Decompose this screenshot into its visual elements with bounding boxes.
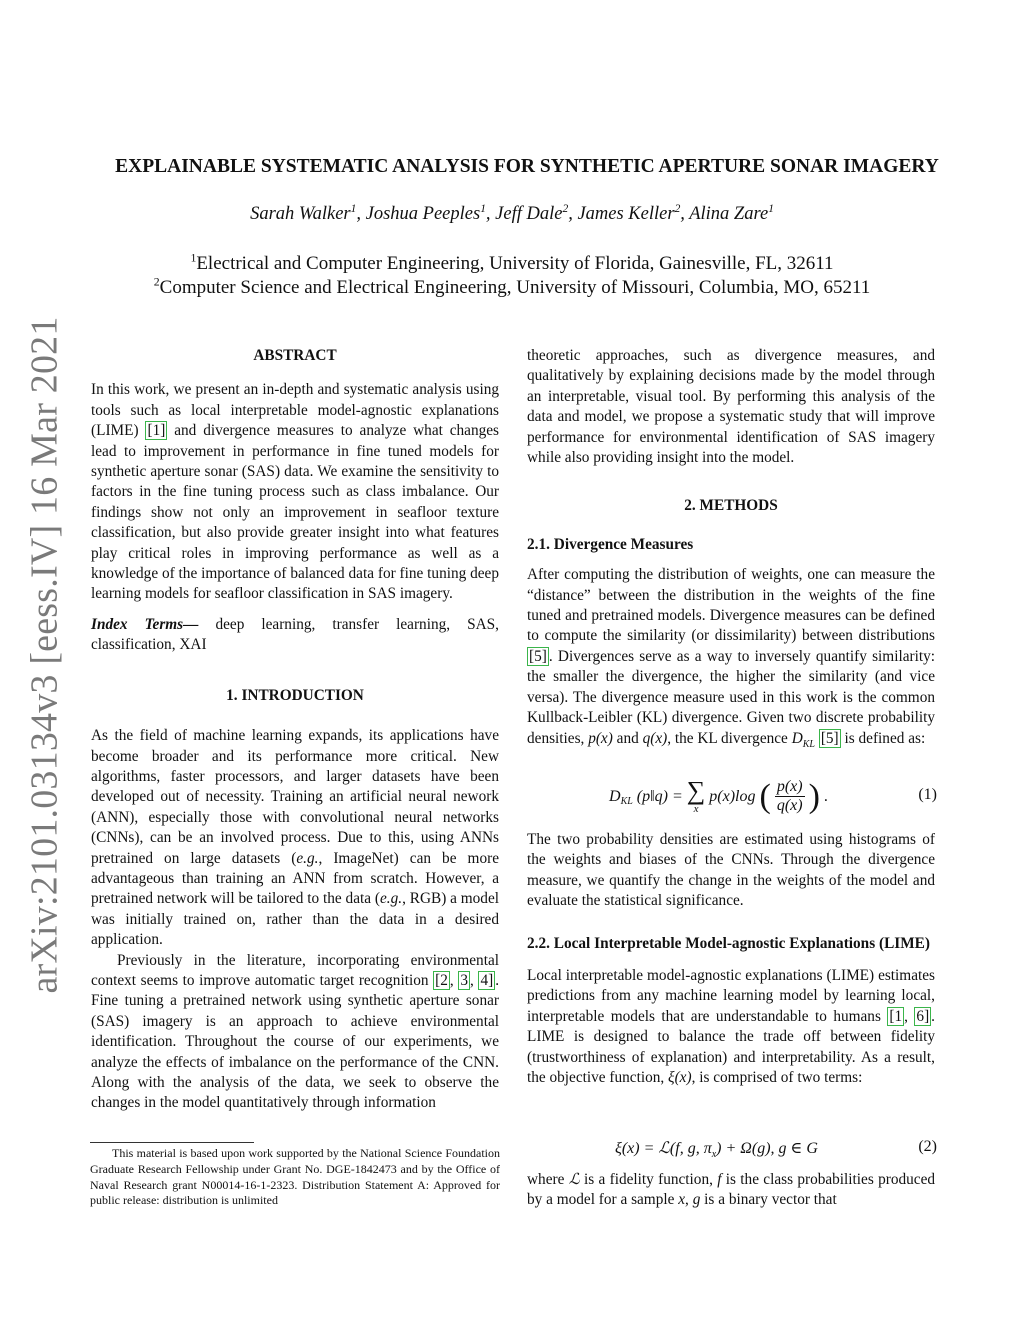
intro-paragraph-1: As the field of machine learning expands, its applications have become broader and its performance more critical. New algorithms, faster processors, and larger datasets have been developed out of necessity. Training an artificial neural nework (ANN), especially those with convolutional neural networks (CNNs), can be an involved process. Due to this, using ANNs pretrained on large datasets (e.g., ImageNet) can be more advantageous than training an ANN from scratch. However, a pretrained network will be tailored to the data (e.g., RGB) a model was initially trained on, rather than the data in a desired application. [91, 727, 499, 949]
intro-continued: theoretic approaches, such as divergence measures, and qualitatively by explaining decisions made by the model through an interpretable, visual tool. By performing this analysis of the data and model, we propose a systematic study that will improve performance for environmental identification of SAS imagery while also providing insight into the model. [527, 347, 935, 467]
citation-link[interactable]: [5] [820, 729, 839, 747]
index-terms: Index Terms— deep learning, transfer learning, SAS, classification, XAI [91, 615, 499, 654]
right-column-top [527, 346, 935, 755]
right-column-bottom [527, 1170, 935, 1211]
intro-paragraph-2: Previously in the literature, incorporating environmental context seems to improve automatic target recognition [2 , 3 , 4] . Fine tuning a pretrained network using synthetic aperture sonar (SAS) imagery is an approach to achieve environmental identification. Throughout the course of our experiments, we analyze the effects of imbalance on the performance of the CNN. Along with the analysis of the data, we seek to observe the changes in the model quantitatively through information [91, 951, 500, 1112]
citation-link[interactable]: [2 [435, 971, 448, 989]
citation-link[interactable]: [1] [147, 422, 166, 440]
equation-number: (1) [918, 786, 937, 803]
arxiv-identifier: arXiv:2101.03134v3 [eess.IV] 16 Mar 2021 [24, 316, 67, 994]
divergence-paragraph-2: The two probability densities are estimated using histograms of the weights and biases of the CNNs. Through the divergence measure, we quantify the change in the weights of the model and evaluate the statistical significance. [527, 831, 935, 910]
author-name: James Keller [577, 204, 675, 224]
citation-link[interactable]: [5] [529, 647, 547, 665]
subsection-heading-lime: 2.2. Local Interpretable Model-agnostic Explanations (LIME) [527, 934, 930, 952]
left-column [91, 346, 499, 1114]
lime-paragraph: Local interpretable model-agnostic explanations (LIME) estimates predictions from any machine learning model by learning local, interpretable models that are understandable to humans [1 , 6] . LIME is designed to balance the trade off between fidelity (trustworthiness of explanation) and interpretability. As a result, the objective function, ξ(x), is comprised of two terms: [527, 967, 935, 1087]
citation-link[interactable]: 6] [916, 1007, 930, 1025]
subsection-heading-divergence: 2.1. Divergence Measures [527, 535, 694, 553]
footnote-rule [90, 1142, 254, 1143]
citation-link[interactable]: [1 [889, 1007, 903, 1025]
abstract-text: In this work, we present an in-depth and systematic analysis using tools such as local interpretable model-agnostic explanations (LIME) [1] and divergence measures to analyze what changes lead to improvement in performance in fine tuned models for synthetic aperture sonar (SAS) data. We examine the sensitivity to factors in the fine tuning process such as class imbalance. Our findings show not only an improvement in seafloor texture classification, but also provide greater insight into what features play critical roles in improving performance as well as a knowledge of the importance of balanced data for fine tuning deep learning models for seafloor classification in SAS imagery. [91, 381, 500, 603]
affiliations [60, 252, 964, 300]
abstract-heading: ABSTRACT [253, 347, 337, 364]
lime-paragraph-2: where ℒ is a fidelity function, f is the class probabilities produced by a model for a sample x, g is a binary vector that [527, 1171, 936, 1209]
arxiv-sidebar-stamp [4, 316, 86, 994]
citation-link[interactable]: 3 [460, 971, 468, 989]
author-list: Sarah Walker$^1$, Joshua Peeples$^1$, Jeff Dale$^2$, James Keller$^2$, Alina Zare$^1$ [250, 202, 774, 224]
citation-link[interactable]: 4] [480, 971, 494, 989]
footnote: This material is based upon work supported by the National Science Foundation Graduate Research Fellowship under Grant No. DGE-1842473 and by the Office of Naval Research grant N00014-16-1-2323. Distribution Statement A: Approved for public release: distribution is unlimited [90, 1146, 500, 1208]
author-name: Jeff Dale [495, 204, 563, 224]
equation-2: ξ(x) = ℒ(f, g, $\pi_x) + \Omega(g)$, g ∈ G (2) [615, 1138, 937, 1161]
paper-title: EXPLAINABLE SYSTEMATIC ANALYSIS FOR SYNTHETIC APERTURE SONAR IMAGERY [115, 156, 939, 177]
section-heading-methods: 2. METHODS [684, 497, 778, 515]
author-name: Alina Zare [689, 204, 769, 224]
right-column-middle [527, 830, 935, 1088]
divergence-paragraph: After computing the distribution of weights, one can measure the “distance” between the distribution in the weights of the fine tuned and pretrained models. Divergence measures can be defined to compute the similarity (or dissimilarity) between distributions [5] . Divergences serve as a way to inversely quantify similarity: the smaller the divergence, the higher the similarity (and vice versa). The divergence measure used in this work is the common Kullback-Leibler (KL) divergence. Given two discrete probability densities, p(x) and q(x), the KL divergence $D_{KL}$ [5] is defined as: [527, 566, 935, 750]
equation-number: (2) [918, 1138, 937, 1155]
author-name: Sarah Walker [250, 204, 351, 224]
equation-1: D $_{KL}$ (p‖q) = ∑ x p(x)log ( $\frac{p(x)}{q(x)}$ ) . (1) [609, 776, 937, 815]
author-name: Joshua Peeples [365, 204, 481, 224]
affiliation-line: $^2$Computer Science and Electrical Engineering, University of Missouri, Columbia, MO, 65211 [153, 275, 871, 298]
affiliation-line: $^1$Electrical and Computer Engineering, University of Florida, Gainesville, FL, 32611 [190, 251, 834, 274]
section-heading-introduction: 1. INTRODUCTION [226, 686, 364, 704]
